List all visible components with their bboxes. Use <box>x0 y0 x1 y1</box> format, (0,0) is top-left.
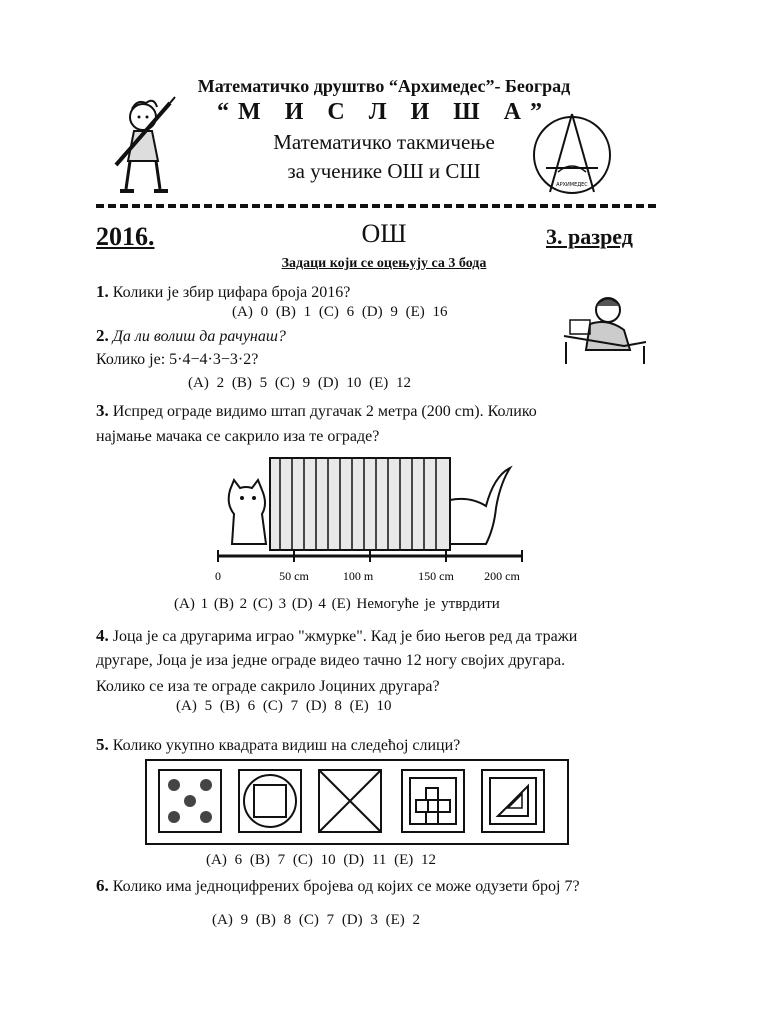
boy-with-pencil-illustration <box>110 95 180 200</box>
question-1-options: (A) 0 (B) 1 (C) 6 (D) 9 (E) 16 <box>232 304 448 320</box>
question-3-text-line-2: најмање мачака се сакрило иза те ограде? <box>96 428 380 445</box>
fence-with-cats-illustration <box>210 450 540 590</box>
question-5 <box>96 736 460 755</box>
question-1 <box>96 283 350 302</box>
question-text: Колико укупно квадрата видиш на следећој слици? <box>112 737 461 754</box>
subtitle-line-1: Математичко такмичење <box>273 130 495 154</box>
question-2-options: (A) 2 (B) 5 (C) 9 (D) 10 (E) 12 <box>188 375 412 391</box>
ruler-label-100: 100 m <box>342 569 374 583</box>
question-number: 3. <box>96 401 109 420</box>
squares-figure <box>144 758 570 846</box>
ruler-label-200: 200 cm <box>484 569 520 583</box>
archimedes-logo <box>522 110 622 200</box>
ruler-label-50: 50 cm <box>279 569 309 583</box>
question-text: Колико има једноцифрених бројева од којих се може одузети број 7? <box>112 878 580 895</box>
society-title: Математичко друштво “Архимедес”- Београд <box>197 76 571 96</box>
question-5-options: (A) 6 (B) 7 (C) 10 (D) 11 (E) 12 <box>206 852 436 868</box>
school-level: ОШ <box>361 219 407 248</box>
question-6 <box>96 877 580 896</box>
question-number: 4. <box>96 626 109 645</box>
question-text: Колики је збир цифара броја 2016? <box>112 284 351 301</box>
question-4 <box>96 627 577 646</box>
question-6-options: (A) 9 (B) 8 (C) 7 (D) 3 (E) 2 <box>212 912 421 928</box>
question-text: Испред ограде видимо штап дугачак 2 метра (200 cm). Колико <box>112 403 537 420</box>
question-3 <box>96 402 537 421</box>
ruler-label-0: 0 <box>215 569 221 583</box>
section-heading: Задаци који се оцењују са 3 бода <box>281 256 487 271</box>
question-4-text-line-3: Колико се иза те ограде сакрило Јоциних другара? <box>96 678 440 695</box>
question-number: 2. <box>96 326 109 345</box>
question-text: Јоца је са другарима играо "жмурке". Кад је био његов ред да тражи <box>112 628 578 645</box>
boy-at-desk-illustration <box>560 290 650 368</box>
question-3-options: (A) 1 (B) 2 (C) 3 (D) 4 (E) Немогуће је утврдити <box>174 596 500 612</box>
question-4-options: (A) 5 (B) 6 (C) 7 (D) 8 (E) 10 <box>176 698 392 714</box>
question-text: Да ли волиш да рачунаш? <box>112 328 286 345</box>
exam-year: 2016. <box>96 222 155 251</box>
question-4-text-line-2: другаре, Јоца је иза једне ограде видео тачно 12 ногу својих другара. <box>96 652 566 669</box>
logo-text: АРХИМЕДЕС <box>556 182 588 188</box>
question-2-expression: Колико је: 5·4−4·3−3·2? <box>96 351 259 368</box>
question-number: 5. <box>96 735 109 754</box>
question-number: 6. <box>96 876 109 895</box>
question-2 <box>96 327 286 346</box>
subtitle-line-2: за ученике ОШ и СШ <box>287 159 481 183</box>
grade-label: 3. разред <box>546 224 633 249</box>
question-number: 1. <box>96 282 109 301</box>
ruler-label-150: 150 cm <box>418 569 454 583</box>
competition-title: “М И С Л И Ш А” <box>217 99 551 125</box>
header-divider <box>96 204 656 208</box>
